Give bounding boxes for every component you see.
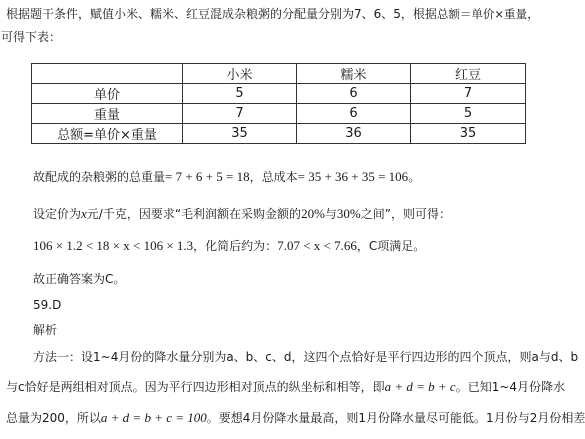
method-text-3b: 。要想4月份降水量最高，则1月份降水量尽可能低。1月份与2月份相差 xyxy=(206,411,585,425)
setup-line xyxy=(33,206,451,222)
inequality-line xyxy=(33,238,425,254)
question-number: 59.D xyxy=(33,298,62,312)
row-label: 重量 xyxy=(32,104,183,124)
table-cell: 5 xyxy=(183,84,297,104)
table-cell: 7 xyxy=(411,84,526,104)
inequality-math-2: 7.07 < x < 7.66 xyxy=(277,238,357,253)
header-cell-empty xyxy=(32,64,183,84)
method-math-1: a + d = b + c xyxy=(384,379,456,394)
table-cell: 35 xyxy=(411,124,526,144)
calc-text-3: 。 xyxy=(408,170,421,184)
method-line-1: 方法一：设1~4月份的降水量分别为a、b、c、d，这四个点恰好是平行四边形的四个顶点，则a与d、b xyxy=(33,350,579,364)
setup-math-1: 20% xyxy=(301,206,325,221)
intro-line-1 xyxy=(6,6,539,22)
header-cell-red-bean: 红豆 xyxy=(411,64,526,84)
table-cell: 6 xyxy=(297,104,411,124)
table-cell: 36 xyxy=(297,124,411,144)
table-header-row xyxy=(32,64,526,84)
table-row xyxy=(32,124,526,144)
inequality-text-1: ，化简后约为： xyxy=(193,239,278,253)
table-row xyxy=(32,84,526,104)
inequality-text-2: ，C项满足。 xyxy=(356,239,426,253)
setup-math-2: 30% xyxy=(336,206,361,221)
table-cell: 7 xyxy=(183,104,297,124)
row-label: 单价 xyxy=(32,84,183,104)
calc-math-2: = 35 + 36 + 35 = 106 xyxy=(297,169,409,184)
method-text-2a: 与c恰好是两组相对顶点。因为平行四边形相对顶点的纵坐标和相等，即 xyxy=(6,380,385,394)
intro-comma: ， xyxy=(527,7,540,21)
table-cell: 6 xyxy=(297,84,411,104)
header-cell-millet: 小米 xyxy=(183,64,297,84)
inequality-math-1: 106 × 1.2 < 18 × x < 106 × 1.3 xyxy=(33,238,194,253)
intro-text: 根据题干条件，赋值小米、糯米、红豆混成杂粮粥的分配量分别为7、6、5，根据 xyxy=(6,7,437,21)
setup-text-2: 元/千克，因要求“毛利润额在采购金额的 xyxy=(86,207,302,221)
row-label: 总额=单价×重量 xyxy=(32,124,183,144)
price-table xyxy=(31,63,526,144)
setup-text-3: 与 xyxy=(324,207,337,221)
calc-math-1: = 7 + 6 + 5 = 18 xyxy=(165,169,250,184)
table-row xyxy=(32,104,526,124)
setup-var: x xyxy=(81,206,87,221)
calc-text-2: ，总成本 xyxy=(249,170,298,184)
setup-text-1: 设定价为 xyxy=(33,207,82,221)
method-line-3 xyxy=(6,410,585,426)
calc-text-1: 故配成的杂粮粥的总重量 xyxy=(33,170,166,184)
table-cell: 5 xyxy=(411,104,526,124)
intro-line-2: 可得下表： xyxy=(1,30,62,44)
answer-line: 故正确答案为C。 xyxy=(33,272,126,286)
method-text-2b: 。已知1~4月份降水 xyxy=(455,380,566,394)
calc-line xyxy=(33,169,420,185)
setup-text-4: 之间”，则可得： xyxy=(360,207,451,221)
method-math-2: a + d = b + c = 100 xyxy=(100,410,207,425)
header-cell-glutinous-rice: 糯米 xyxy=(297,64,411,84)
method-line-2 xyxy=(6,379,565,395)
analysis-heading: 解析 xyxy=(33,323,58,337)
method-text-3a: 总量为200，所以 xyxy=(6,411,101,425)
table-cell: 35 xyxy=(183,124,297,144)
intro-formula: 总额＝单价×重量 xyxy=(436,7,528,21)
